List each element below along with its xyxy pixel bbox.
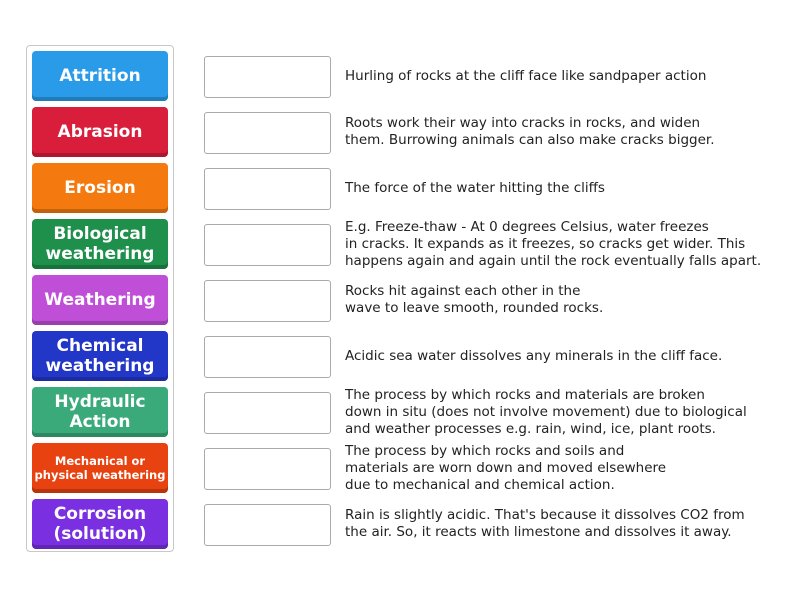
description — [345, 499, 785, 549]
tile-attrition[interactable]: Attrition — [32, 51, 168, 101]
description-line: in cracks. It expands as it freezes, so cracks get wider. This — [345, 235, 746, 252]
tile-chemical-weathering[interactable]: Chemical weathering — [32, 331, 168, 381]
drop-slot[interactable] — [204, 168, 331, 210]
description-line: The force of the water hitting the cliffs — [345, 179, 605, 196]
tile-corrosion-solution[interactable]: Corrosion (solution) — [32, 499, 168, 549]
description — [345, 387, 785, 437]
description-line: and weather processes e.g. rain, wind, ice, plant roots. — [345, 420, 716, 437]
tile-mechanical-or-physical-weathering[interactable]: Mechanical or physical weathering — [32, 443, 168, 493]
description — [345, 163, 785, 213]
drop-slot[interactable] — [204, 112, 331, 154]
description-line: Roots work their way into cracks in rocks, and widen — [345, 115, 701, 131]
description-line: E.g. Freeze-thaw - At 0 degrees Celsius, water freezes — [345, 218, 709, 235]
drop-slot[interactable] — [204, 224, 331, 266]
description — [345, 331, 785, 381]
description-line: them. Burrowing animals can also make cracks bigger. — [345, 132, 715, 148]
drop-slot[interactable] — [204, 56, 331, 98]
description — [345, 443, 785, 493]
drop-slot[interactable] — [204, 448, 331, 490]
description-line: happens again and again until the rock eventually falls apart. — [345, 252, 762, 269]
description-line: The process by which rocks and materials are broken — [345, 386, 705, 403]
drop-slot[interactable] — [204, 336, 331, 378]
tile-abrasion[interactable]: Abrasion — [32, 107, 168, 157]
description-line: Hurling of rocks at the cliff face like sandpaper action — [345, 67, 707, 84]
tile-weathering[interactable]: Weathering — [32, 275, 168, 325]
description-line: Acidic sea water dissolves any minerals in the cliff face. — [345, 347, 723, 364]
drop-slot[interactable] — [204, 392, 331, 434]
description-line: Rain is slightly acidic. That's because it dissolves CO2 from — [345, 507, 745, 523]
tile-biological-weathering[interactable]: Biological weathering — [32, 219, 168, 269]
drop-slot[interactable] — [204, 504, 331, 546]
description-line: due to mechanical and chemical action. — [345, 476, 615, 493]
tile-hydraulic-action[interactable]: Hydraulic Action — [32, 387, 168, 437]
drop-slot[interactable] — [204, 280, 331, 322]
description — [345, 219, 785, 269]
description — [345, 275, 785, 325]
description — [345, 107, 785, 157]
description-line: materials are worn down and moved elsewhere — [345, 459, 667, 476]
description — [345, 51, 785, 101]
tile-erosion[interactable]: Erosion — [32, 163, 168, 213]
description-line: down in situ (does not involve movement) due to biological — [345, 403, 747, 420]
description-line: the air. So, it reacts with limestone and dissolves it away. — [345, 524, 732, 540]
description-line: wave to leave smooth, rounded rocks. — [345, 300, 604, 316]
description-line: The process by which rocks and soils and — [345, 442, 625, 459]
description-line: Rocks hit against each other in the — [345, 283, 581, 299]
